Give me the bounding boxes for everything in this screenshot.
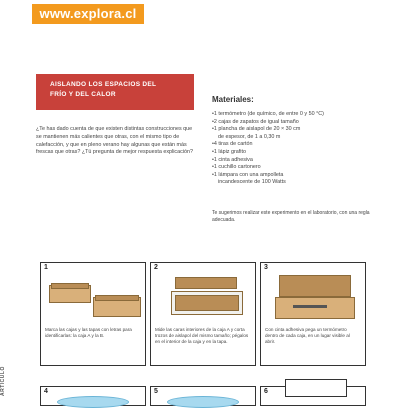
material-item: • 2 cajas de zapatos de igual tamaño	[212, 119, 372, 127]
step-number: 4	[44, 388, 48, 395]
teacher-note: Te sugerimos realizar este experimento en el laboratorio, con una regla adecuada.	[212, 210, 370, 223]
step-instruction: Con cinta adhesiva pega un termómetro dentro de cada caja, en un lugar visible al abrir.	[265, 327, 350, 345]
illustration-shape	[57, 396, 129, 408]
materials-list	[212, 111, 372, 187]
material-item: de espesor, de 1 a 0,30 m	[218, 133, 281, 140]
step-instruction: Marca las cajas y las tapas con letras para identificarlas: la caja A y la B.	[45, 327, 132, 339]
banner-title-line1: AISLANDO LOS ESPACIOS DEL	[50, 81, 157, 88]
illustration-shape	[167, 396, 239, 408]
step-panel-4	[40, 386, 146, 406]
step-number: 6	[264, 388, 268, 395]
step-number: 3	[264, 264, 268, 271]
material-item: incandescente de 100 Watts	[218, 179, 286, 186]
material-item: • 1 cinta adhesiva	[212, 157, 372, 165]
thermometer-box-illustration	[265, 275, 361, 319]
step-instruction: Mide las caras interiores de la caja A y corta trozos de aislapol del mismo tamaño; pégalos en el interior de la caja y en la tapa.	[155, 327, 249, 345]
shoebox-pair-illustration	[45, 275, 141, 319]
material-item: • 1 plancha de aislapol de 20 × 30 cm	[212, 126, 372, 134]
step-panel-6	[260, 386, 366, 406]
step-number: 2	[154, 264, 158, 271]
material-item: • 4 tiras de cartón	[212, 141, 372, 149]
insulated-box-illustration	[155, 275, 251, 319]
step-number: 5	[154, 388, 158, 395]
explora-logo[interactable]: www.explora.cl	[32, 4, 144, 24]
material-item: • 1 termómetro (de químico, de entre 0 y 50 °C)	[212, 111, 372, 119]
step-panel-5	[150, 386, 256, 406]
step-panel-3	[260, 262, 366, 366]
material-item: • 1 lápiz grafito	[212, 149, 372, 157]
intro-paragraph: ¿Te has dado cuenta de que existen distintas construcciones que se mantienen más calientes que otras, con el mismo tipo de calefacción, y que en pleno verano hay algunas que están más frescas que otras? ¿Tú pregunta de mejor respuesta explicación?	[36, 126, 194, 156]
material-item: • 1 cuchillo cartonero	[212, 164, 372, 172]
step-panel-1	[40, 262, 146, 366]
step-panel-2	[150, 262, 256, 366]
illustration-shape	[285, 379, 347, 397]
materials-heading: Materiales:	[212, 95, 254, 104]
section-banner	[36, 74, 194, 110]
material-item: • 1 lámpara con una ampolleta	[212, 172, 372, 180]
step-number: 1	[44, 264, 48, 271]
side-section-label: ARTÍCULO	[0, 366, 6, 396]
banner-title-line2: FRÍO Y DEL CALOR	[50, 91, 116, 98]
